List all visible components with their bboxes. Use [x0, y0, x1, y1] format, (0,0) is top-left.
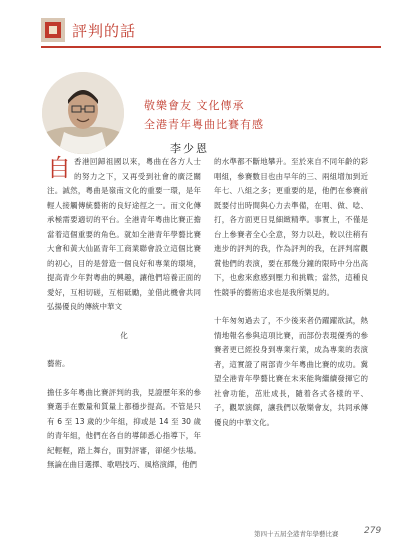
left-column: [47, 155, 201, 487]
paragraph-line-end: 化: [120, 330, 128, 340]
section-logo-icon: [41, 18, 65, 42]
drop-cap: 自: [47, 154, 71, 182]
footer-event-name: 第四十五屆全港青年學藝比賽: [254, 530, 339, 538]
paragraph: 擔任多年粵曲比賽評判的我，見證歷年來的參賽選手在數量和質量上都穩步提高。不管是只有 6 至 13 歲的少年組，抑或是 14 至 30 歲的青年組，他們在各自的導師悉心指導下，年紀輕輕，踏上舞台，面對評審，卻絕少怯場。無論在曲目選擇、歌唱技巧、風格演繹，他們: [47, 387, 201, 469]
paragraph: 的水準都不斷地攀升。至於來自不同年齡的彩唱組，參賽數目也由早年的三、兩組增加到近年七、八組之多；更重要的是，他們在參賽前既要付出時間與心力去準備，在唱、做、唸、打，各方面更日見細緻精準。事實上，不僅是台上參賽者全心全意，努力以赴，較以往稍有進步的評判的我，作為評判的我，在評判席觀賞他們的表演，要在那幾分鐘的限時中分出高下，也愈來愈感到壓力和挑戰；當然，這種良性競爭的藝術追求也是我所樂見的。: [214, 157, 368, 297]
paragraph-tail: 藝術。: [47, 359, 70, 368]
author-name: 李少恩: [170, 142, 209, 155]
header-divider: [41, 46, 381, 48]
right-column: [214, 155, 368, 444]
paragraph: 十年匆匆過去了，不少後來者仍躍躍欲試，熱情地報名參與這項比賽，而部份表現優秀的參賽者更已經投身到專業行業，成為專業的表演者，這實證了兩部青少年粵曲比賽的成功。冀望全港青年學藝比賽在未來能夠繼續發揮它的社會功能，茁壯成長，隨着各式各樣的平、子，觀眾演繹，讓我們以敬樂會友，共同承傳優良的中華文化。: [214, 316, 368, 427]
section-title: 評判的話: [72, 22, 137, 40]
paragraph: [47, 155, 201, 315]
paragraph-text: 香港回歸祖國以來，粵曲在各方人士的努力之下，又再受到社會的廣泛關注。誠然，粵曲是嶺南文化的重要一環，是年輕人接觸傳統藝術的良好途徑之一。而文化傳承極需要適切的平台。全港青年粵曲比賽正擔當着這個重要的角色。就如全港青年學藝比賽大會和黃大仙區青年工商業聯會設立這個比賽的初心，目的是營造一個良好和專業的環境，提高青少年對粵曲的興趣，讓他們培養正面的愛好，互相切磋，互相砥勵，並借此機會共同弘揚優良的傳統中華文: [47, 157, 201, 311]
tagline-line-1: 敬樂會友 文化傳承: [144, 99, 245, 112]
author-photo: [42, 72, 124, 154]
tagline-line-2: 全港青年粵曲比賽有感: [144, 118, 264, 131]
page-number: 279: [364, 526, 382, 536]
